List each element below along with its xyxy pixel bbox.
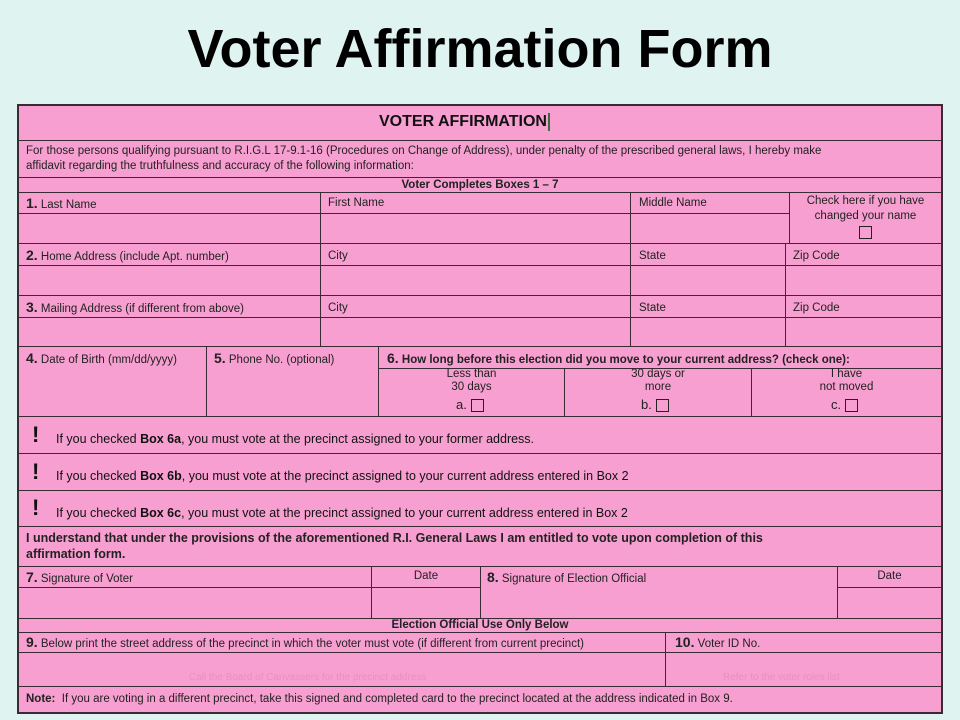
name-input-row[interactable]	[23, 216, 786, 240]
precinct-hint: Call the Board of Canvassers for the precinct address	[189, 672, 427, 683]
rule	[19, 632, 941, 633]
option-c: c.	[831, 398, 858, 412]
rule	[19, 265, 941, 266]
intro-text-line-1: For those persons qualifying pursuant to R.I.G.L 17-9.1-16 (Procedures on Change of Address), under penalty of the prescribed general laws, I hereby make	[26, 145, 822, 157]
voter-id-hint: Refer to the voter roles list	[723, 672, 840, 683]
precinct-address-field[interactable]	[21, 654, 663, 684]
home-address-input-row[interactable]	[323, 267, 937, 293]
phone-input[interactable]	[209, 369, 376, 414]
official-use-heading: Election Official Use Only Below	[391, 619, 569, 631]
warning-6a: If you checked Box 6a, you must vote at the precinct assigned to your former address.	[56, 432, 535, 446]
box3-label: 3. Mailing Address (if different from above)	[26, 299, 244, 315]
warning-icon: !	[32, 495, 40, 520]
option-a-label: Less than 30 days	[446, 368, 497, 393]
voter-affirmation-form	[17, 104, 943, 714]
box1-label: 1. Last Name	[26, 195, 97, 211]
mailing-state-label: State	[639, 302, 666, 314]
box9-label: 9. Below print the street address of the precinct in which the voter must vote (if different from current precinct)	[26, 634, 584, 650]
rule	[19, 490, 941, 491]
voter-signature-field[interactable]	[21, 588, 369, 616]
option-b-label: 30 days or more	[631, 368, 685, 393]
rule	[19, 686, 941, 687]
rule	[206, 346, 207, 416]
rule	[19, 243, 941, 244]
changed-name-label-line-2: changed your name	[814, 210, 917, 222]
rule	[19, 192, 941, 193]
box6-label: 6. How long before this election did you move to your current address? (check one):	[387, 350, 850, 366]
warning-6c: If you checked Box 6c, you must vote at the precinct assigned to your current address entered in Box 2	[56, 506, 628, 520]
official-signature-field[interactable]	[483, 588, 835, 616]
box8-label: 8. Signature of Election Official	[487, 569, 647, 585]
middle-name-label: Middle Name	[639, 197, 707, 209]
rule	[665, 632, 666, 686]
rule	[19, 346, 941, 347]
mailing-city-label: City	[328, 302, 348, 314]
rule	[19, 317, 941, 318]
box2-label: 2. Home Address (include Apt. number)	[26, 247, 229, 263]
option-b-checkbox[interactable]	[656, 399, 669, 412]
rule	[19, 295, 941, 296]
rule	[480, 566, 481, 618]
warning-icon: !	[32, 422, 40, 447]
warning-icon: !	[32, 459, 40, 484]
form-title: VOTER AFFIRMATION	[379, 112, 550, 132]
warning-6b: If you checked Box 6b, you must vote at the precinct assigned to your current address entered in Box 2	[56, 469, 629, 483]
rule	[19, 140, 941, 141]
option-b: b.	[641, 398, 669, 412]
rule	[320, 243, 321, 346]
option-c-label: I have not moved	[819, 368, 874, 393]
home-state-label: State	[639, 250, 666, 262]
changed-name-label-line-1: Check here if you have	[806, 195, 925, 207]
changed-name-checkbox[interactable]	[859, 226, 872, 239]
rule	[19, 453, 941, 454]
box10-label: 10. Voter ID No.	[675, 634, 761, 650]
date-of-birth-input[interactable]	[21, 369, 204, 414]
intro-text-line-2: affidavit regarding the truthfulness and accuracy of the following information:	[26, 160, 414, 172]
voter-id-field[interactable]	[669, 654, 939, 684]
rule	[19, 213, 789, 214]
box4-label: 4. Date of Birth (mm/dd/yyyy)	[26, 350, 178, 366]
understanding-statement: I understand that under the provisions of the aforementioned R.I. General Laws I am entitled to vote upon completion of this affirmation form.	[26, 531, 763, 561]
voter-date-label: Date	[413, 570, 439, 582]
official-date-label: Date	[877, 570, 902, 582]
home-city-label: City	[328, 250, 348, 262]
rule	[19, 416, 941, 417]
voter-boxes-heading: Voter Completes Boxes 1 – 7	[401, 179, 559, 191]
mailing-zip-label: Zip Code	[793, 302, 840, 314]
option-a: a.	[456, 398, 484, 412]
voter-date-field[interactable]	[373, 588, 478, 616]
box7-label: 7. Signature of Voter	[26, 569, 133, 585]
option-c-checkbox[interactable]	[845, 399, 858, 412]
official-date-field[interactable]	[839, 588, 939, 616]
slide-title: Voter Affirmation Form	[187, 19, 773, 79]
note: Note: If you are voting in a different precinct, take this signed and completed card to the precinct located at the address indicated in Box 9.	[26, 693, 733, 705]
option-a-checkbox[interactable]	[471, 399, 484, 412]
rule	[19, 526, 941, 527]
home-zip-label: Zip Code	[793, 250, 840, 262]
mailing-address-input-row[interactable]	[323, 319, 937, 344]
box5-label: 5. Phone No. (optional)	[214, 350, 335, 366]
rule	[19, 652, 941, 653]
first-name-label: First Name	[328, 197, 385, 209]
